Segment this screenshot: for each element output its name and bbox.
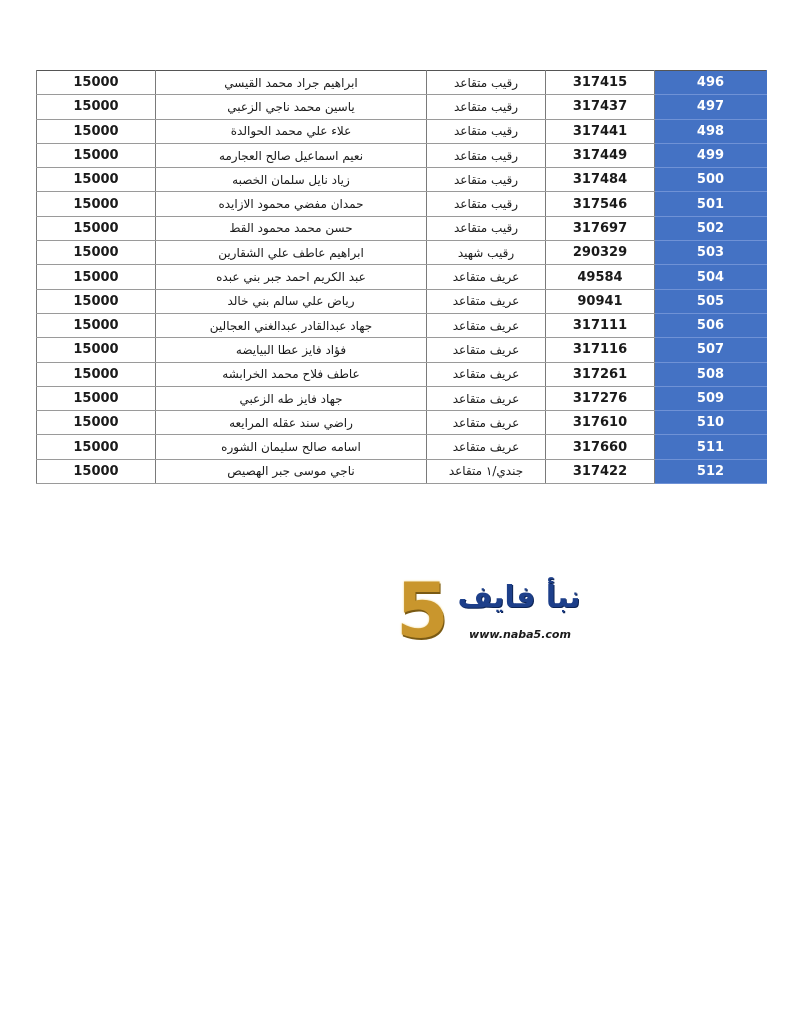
- id-number-cell: 317484: [546, 168, 655, 192]
- sequence-number-cell: 504: [655, 265, 767, 289]
- rank-cell: عريف متقاعد: [427, 411, 546, 435]
- table-row: [37, 216, 767, 240]
- id-number-cell: 317660: [546, 435, 655, 459]
- sequence-number-cell: 498: [655, 119, 767, 143]
- amount-cell: 15000: [37, 338, 156, 362]
- rank-cell: رقيب متقاعد: [427, 216, 546, 240]
- id-number-cell: 317697: [546, 216, 655, 240]
- name-cell: جهاد فايز طه الزعبي: [156, 386, 427, 410]
- name-cell: ابراهيم عاطف علي الشقارين: [156, 241, 427, 265]
- name-cell: نعيم اسماعيل صالح العجارمه: [156, 143, 427, 167]
- rank-cell: رقيب متقاعد: [427, 71, 546, 95]
- id-number-cell: 317111: [546, 313, 655, 337]
- name-cell: رياض علي سالم بني خالد: [156, 289, 427, 313]
- table-row: [37, 338, 767, 362]
- table-row: [37, 362, 767, 386]
- sequence-number-cell: 508: [655, 362, 767, 386]
- sequence-number-cell: 505: [655, 289, 767, 313]
- id-number-cell: 317449: [546, 143, 655, 167]
- amount-cell: 15000: [37, 289, 156, 313]
- sequence-number-cell: 503: [655, 241, 767, 265]
- logo-digit: 5: [396, 566, 449, 655]
- amount-cell: 15000: [37, 241, 156, 265]
- amount-cell: 15000: [37, 313, 156, 337]
- id-number-cell: 317437: [546, 95, 655, 119]
- name-cell: ياسين محمد ناجي الزعبي: [156, 95, 427, 119]
- sequence-number-cell: 497: [655, 95, 767, 119]
- records-table: [36, 70, 767, 484]
- sequence-number-cell: 502: [655, 216, 767, 240]
- rank-cell: عريف متقاعد: [427, 435, 546, 459]
- id-number-cell: 290329: [546, 241, 655, 265]
- name-cell: حسن محمد محمود القط: [156, 216, 427, 240]
- sequence-number-cell: 496: [655, 71, 767, 95]
- table-row: [37, 143, 767, 167]
- logo-arabic-text: نبأ فايف: [457, 580, 581, 615]
- sequence-number-cell: 501: [655, 192, 767, 216]
- logo-url-text: www.naba5.com: [469, 628, 571, 641]
- amount-cell: 15000: [37, 435, 156, 459]
- id-number-cell: 317276: [546, 386, 655, 410]
- amount-cell: 15000: [37, 192, 156, 216]
- sequence-number-cell: 507: [655, 338, 767, 362]
- table-row: [37, 71, 767, 95]
- amount-cell: 15000: [37, 386, 156, 410]
- name-cell: علاء علي محمد الحوالدة: [156, 119, 427, 143]
- rank-cell: رقيب متقاعد: [427, 95, 546, 119]
- table-row: [37, 241, 767, 265]
- rank-cell: عريف متقاعد: [427, 289, 546, 313]
- rank-cell: جندي/١ متقاعد: [427, 459, 546, 483]
- id-number-cell: 317116: [546, 338, 655, 362]
- rank-cell: رقيب متقاعد: [427, 168, 546, 192]
- rank-cell: رقيب شهيد: [427, 241, 546, 265]
- sequence-number-cell: 509: [655, 386, 767, 410]
- rank-cell: عريف متقاعد: [427, 313, 546, 337]
- table-row: [37, 459, 767, 483]
- id-number-cell: 317610: [546, 411, 655, 435]
- rank-cell: رقيب متقاعد: [427, 192, 546, 216]
- rank-cell: رقيب متقاعد: [427, 119, 546, 143]
- rank-cell: عريف متقاعد: [427, 386, 546, 410]
- table-row: [37, 289, 767, 313]
- id-number-cell: 317546: [546, 192, 655, 216]
- name-cell: راضي سند عقله المرايعه: [156, 411, 427, 435]
- table-row: [37, 168, 767, 192]
- id-number-cell: 317441: [546, 119, 655, 143]
- name-cell: حمدان مفضي محمود الازايده: [156, 192, 427, 216]
- name-cell: ناجي موسى جبر الهصيص: [156, 459, 427, 483]
- id-number-cell: 317415: [546, 71, 655, 95]
- amount-cell: 15000: [37, 459, 156, 483]
- sequence-number-cell: 499: [655, 143, 767, 167]
- table-row: [37, 411, 767, 435]
- amount-cell: 15000: [37, 71, 156, 95]
- table-row: [37, 435, 767, 459]
- id-number-cell: 317261: [546, 362, 655, 386]
- amount-cell: 15000: [37, 95, 156, 119]
- amount-cell: 15000: [37, 362, 156, 386]
- name-cell: عاطف فلاح محمد الخرابشه: [156, 362, 427, 386]
- records-table-container: [36, 70, 767, 484]
- records-table-body: [37, 71, 767, 484]
- naba5-logo: [396, 566, 592, 655]
- table-row: [37, 265, 767, 289]
- table-row: [37, 95, 767, 119]
- name-cell: فؤاد فايز عطا البيايضه: [156, 338, 427, 362]
- rank-cell: عريف متقاعد: [427, 338, 546, 362]
- amount-cell: 15000: [37, 143, 156, 167]
- rank-cell: رقيب متقاعد: [427, 143, 546, 167]
- table-row: [37, 119, 767, 143]
- rank-cell: عريف متقاعد: [427, 362, 546, 386]
- id-number-cell: 90941: [546, 289, 655, 313]
- sequence-number-cell: 500: [655, 168, 767, 192]
- amount-cell: 15000: [37, 411, 156, 435]
- amount-cell: 15000: [37, 216, 156, 240]
- table-row: [37, 313, 767, 337]
- amount-cell: 15000: [37, 265, 156, 289]
- table-row: [37, 386, 767, 410]
- name-cell: ابراهيم جراد محمد القيسي: [156, 71, 427, 95]
- sequence-number-cell: 511: [655, 435, 767, 459]
- sequence-number-cell: 512: [655, 459, 767, 483]
- sequence-number-cell: 510: [655, 411, 767, 435]
- amount-cell: 15000: [37, 119, 156, 143]
- sequence-number-cell: 506: [655, 313, 767, 337]
- id-number-cell: 317422: [546, 459, 655, 483]
- name-cell: زياد نايل سلمان الخصبه: [156, 168, 427, 192]
- table-row: [37, 192, 767, 216]
- name-cell: عبد الكريم احمد جبر بني عبده: [156, 265, 427, 289]
- amount-cell: 15000: [37, 168, 156, 192]
- id-number-cell: 49584: [546, 265, 655, 289]
- name-cell: اسامه صالح سليمان الشوره: [156, 435, 427, 459]
- rank-cell: عريف متقاعد: [427, 265, 546, 289]
- name-cell: جهاد عبدالقادر عبدالغني العجالين: [156, 313, 427, 337]
